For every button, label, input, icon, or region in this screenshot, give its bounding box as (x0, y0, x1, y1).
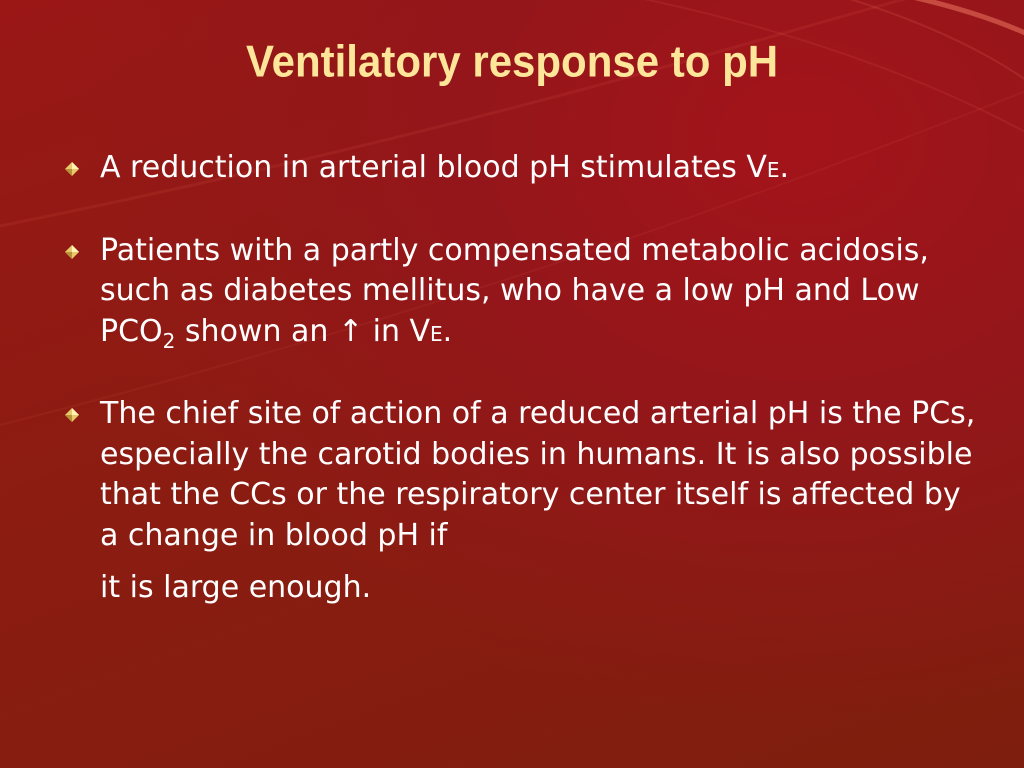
diamond-bullet-icon (64, 244, 80, 260)
slide-title: Ventilatory response to pH (245, 36, 779, 87)
ve-subscript: E (430, 321, 443, 346)
diamond-bullet-icon (64, 161, 80, 177)
pco2-subscript: 2 (162, 328, 176, 353)
bullet-item (100, 148, 980, 191)
bullet-text-cont: shown an ↑ in V (175, 313, 431, 349)
diamond-bullet-icon (64, 407, 80, 423)
bullet-text-end: . (779, 150, 790, 185)
bullet-text-end: . (442, 313, 453, 349)
bullet-text: The chief site of action of a reduced arterial pH is the PCs, especially the carotid bodies in humans. It is also possible that the CCs or the respiratory center itself is affected by a change in blood pH if (100, 396, 976, 553)
ve-subscript: E (766, 158, 780, 182)
bullet-item (100, 231, 980, 355)
bullet-list (100, 148, 980, 649)
bullet-text: A reduction in arterial blood pH stimulates V (100, 150, 767, 185)
bullet-text-last-line: it is large enough. (100, 570, 372, 605)
bullet-item (100, 394, 980, 609)
bullet-text: Patients with a partly compensated metabolic acidosis, such as diabetes mellitus, who have a low pH and Low PCO (100, 232, 929, 349)
